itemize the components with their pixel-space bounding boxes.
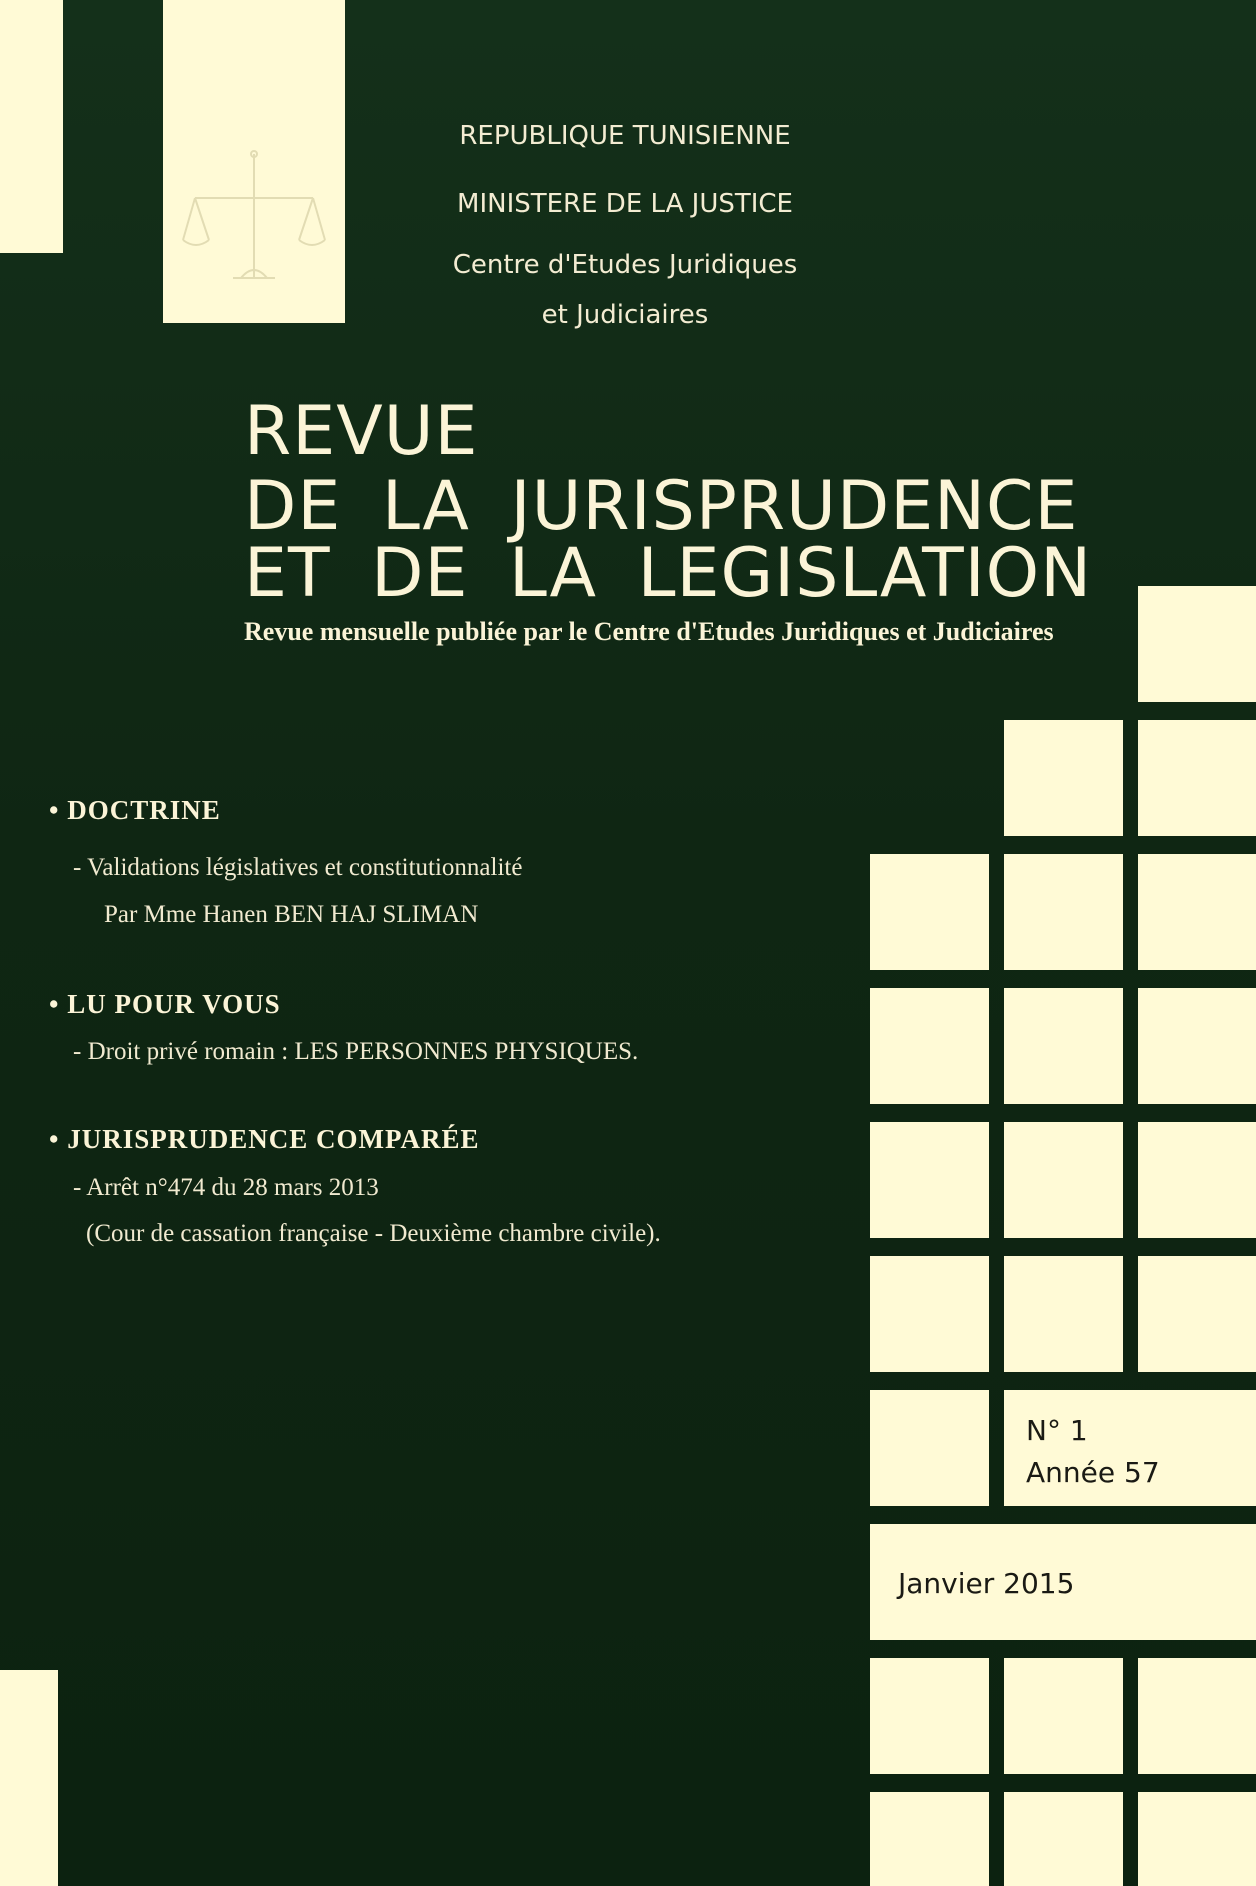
centre-heading-line2: et Judiciaires xyxy=(541,300,709,330)
republic-heading: REPUBLIQUE TUNISIENNE xyxy=(459,121,791,151)
section-heading-doctrine: • DOCTRINE xyxy=(49,795,221,825)
grid-block xyxy=(1004,1792,1123,1886)
doctrine-article-title: - Validations législatives et constitutionnalité xyxy=(73,854,523,881)
grid-block xyxy=(1004,1658,1123,1774)
grid-block xyxy=(870,1792,989,1886)
journal-title-line1: REVUE xyxy=(244,392,479,471)
doctrine-article-author: Par Mme Hanen BEN HAJ SLIMAN xyxy=(104,901,479,928)
jurisprudence-item-arret: - Arrêt n°474 du 28 mars 2013 xyxy=(73,1174,379,1201)
grid-block xyxy=(1138,1256,1256,1372)
journal-subtitle: Revue mensuelle publiée par le Centre d'Etudes Juridiques et Judiciaires xyxy=(244,617,1054,646)
grid-block xyxy=(1138,1122,1256,1238)
grid-block xyxy=(1138,586,1256,702)
lu-pour-vous-item: - Droit privé romain : LES PERSONNES PHYSIQUES. xyxy=(73,1038,639,1065)
journal-title-line3: ET DE LA LEGISLATION xyxy=(244,534,1093,613)
grid-block xyxy=(870,1658,989,1774)
grid-block xyxy=(870,1256,989,1372)
grid-block xyxy=(1138,854,1256,970)
cover-block-left-bottom xyxy=(0,1670,58,1886)
scales-of-justice-icon xyxy=(181,150,327,300)
cover-block-left-top xyxy=(0,0,63,253)
grid-block xyxy=(1138,1792,1256,1886)
grid-block xyxy=(1138,720,1256,836)
journal-title-line2: DE LA JURISPRUDENCE xyxy=(244,467,1079,546)
grid-block xyxy=(1004,854,1123,970)
grid-block xyxy=(870,1390,989,1506)
grid-block xyxy=(1004,1256,1123,1372)
centre-heading-line1: Centre d'Etudes Juridiques xyxy=(452,250,798,280)
grid-block xyxy=(1004,1122,1123,1238)
grid-block xyxy=(1004,720,1123,836)
section-heading-lu-pour-vous: • LU POUR VOUS xyxy=(49,989,281,1019)
grid-block xyxy=(1138,1658,1256,1774)
issue-number: N° 1 xyxy=(1026,1414,1088,1447)
logo-panel xyxy=(163,0,345,323)
grid-block xyxy=(1004,988,1123,1104)
section-heading-jurisprudence-comparee: • JURISPRUDENCE COMPARÉE xyxy=(49,1124,480,1154)
issue-date: Janvier 2015 xyxy=(898,1567,1075,1600)
grid-block xyxy=(1138,988,1256,1104)
ministry-heading: MINISTERE DE LA JUSTICE xyxy=(457,189,793,219)
jurisprudence-item-court: (Cour de cassation française - Deuxième chambre civile). xyxy=(86,1220,661,1247)
issue-year: Année 57 xyxy=(1026,1456,1160,1489)
grid-block xyxy=(870,1122,989,1238)
grid-block xyxy=(870,988,989,1104)
grid-block xyxy=(870,854,989,970)
